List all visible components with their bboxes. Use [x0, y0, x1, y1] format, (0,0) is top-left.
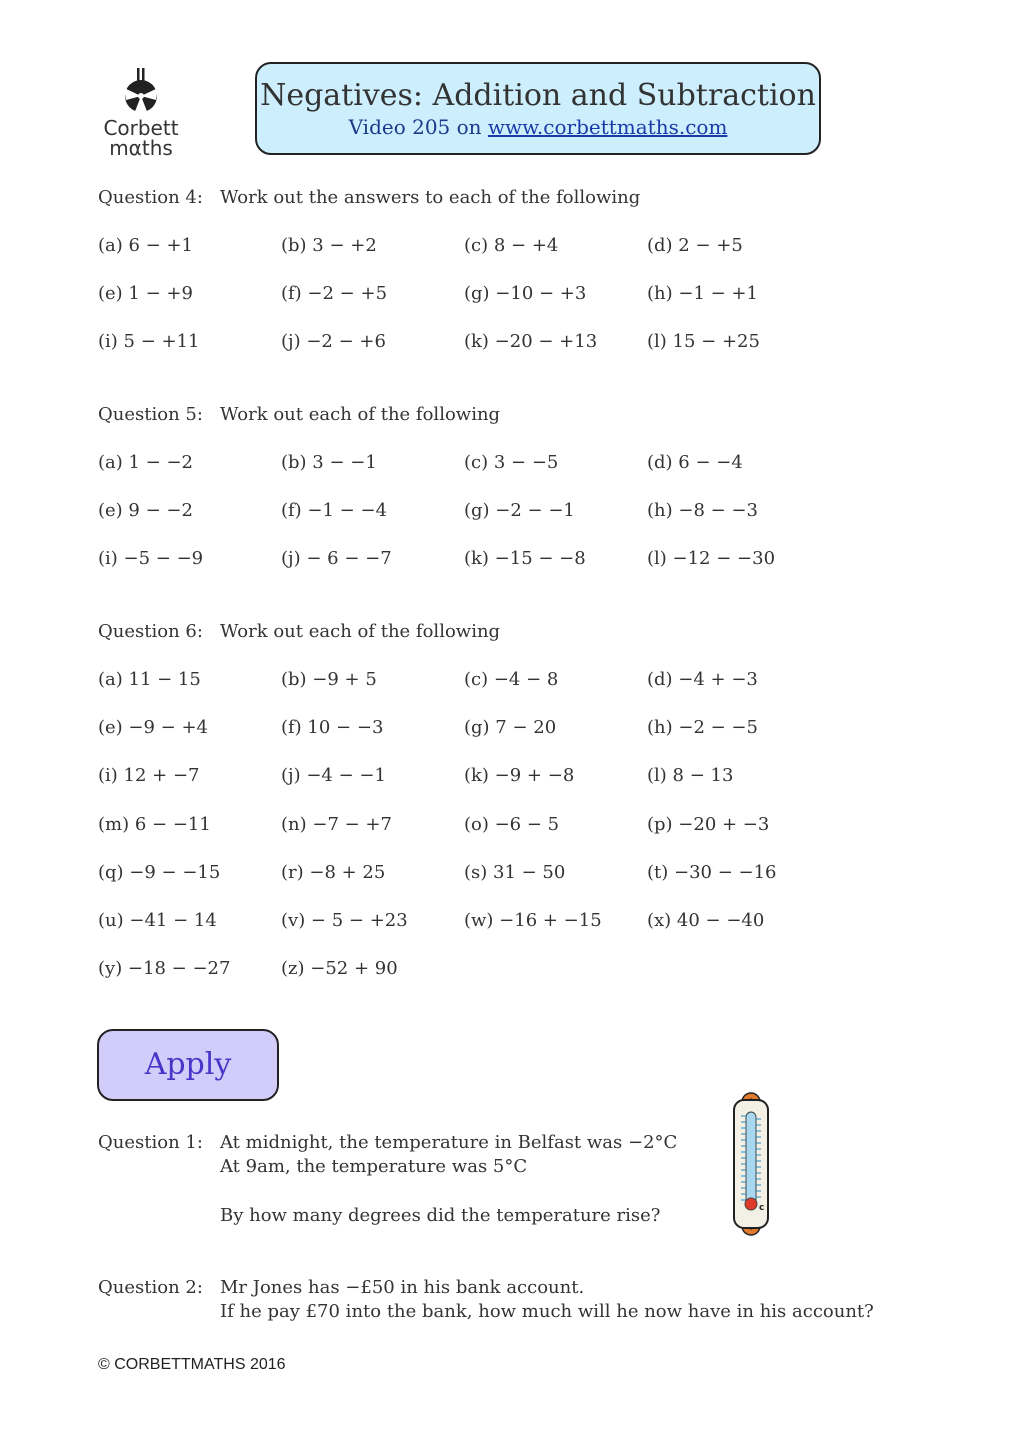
q6-item-v: (v) − 5 − +23: [281, 910, 408, 931]
q6-item-r: (r) −8 + 25: [281, 862, 386, 883]
q4-item-a: (a) 6 − +1: [98, 235, 194, 256]
question-4-header: [98, 187, 798, 211]
q4-item-f: (f) −2 − +5: [281, 283, 388, 304]
question-prompt: Work out each of the following: [220, 404, 501, 425]
q4-item-h: (h) −1 − +1: [647, 283, 758, 304]
q4-item-d: (d) 2 − +5: [647, 235, 743, 256]
q6-item-l: (l) 8 − 13: [647, 765, 734, 786]
q5-item-l: (l) −12 − −30: [647, 548, 776, 569]
q6-item-t: (t) −30 − −16: [647, 862, 777, 883]
q6-item-s: (s) 31 − 50: [464, 862, 566, 883]
q4-item-i: (i) 5 − +11: [98, 331, 200, 352]
thermometer-image: [726, 1090, 776, 1238]
apply-heading: Apply: [144, 1047, 232, 1082]
q6-item-d: (d) −4 + −3: [647, 669, 758, 690]
q4-item-g: (g) −10 − +3: [464, 283, 587, 304]
q5-item-f: (f) −1 − −4: [281, 500, 388, 521]
q6-item-f: (f) 10 − −3: [281, 717, 384, 738]
title-box: [255, 62, 821, 155]
q5-item-k: (k) −15 − −8: [464, 548, 586, 569]
q4-item-e: (e) 1 − +9: [98, 283, 193, 304]
q6-item-g: (g) 7 − 20: [464, 717, 557, 738]
q6-item-w: (w) −16 + −15: [464, 910, 602, 931]
subtitle: [257, 114, 819, 140]
apply-question-1-number: Question 1:: [98, 1132, 203, 1153]
q6-item-k: (k) −9 + −8: [464, 765, 575, 786]
q4-item-l: (l) 15 − +25: [647, 331, 760, 352]
q4-item-b: (b) 3 − +2: [281, 235, 377, 256]
logo-text-maths: mαths: [109, 136, 173, 160]
q5-item-e: (e) 9 − −2: [98, 500, 193, 521]
q5-item-i: (i) −5 − −9: [98, 548, 204, 569]
q6-item-p: (p) −20 + −3: [647, 814, 770, 835]
apply-question-1-line-3: By how many degrees did the temperature rise?: [220, 1205, 661, 1226]
q5-item-g: (g) −2 − −1: [464, 500, 575, 521]
logo-text-corbett: Corbett: [103, 116, 179, 140]
q6-item-q: (q) −9 − −15: [98, 862, 221, 883]
subtitle-prefix: Video 205 on: [348, 115, 488, 139]
page-title: Negatives: Addition and Subtraction: [260, 78, 816, 113]
apply-question-1-line-1: At midnight, the temperature in Belfast was −2°C: [220, 1132, 678, 1153]
thermometer-icon: [726, 1090, 776, 1238]
apply-section-box: [97, 1029, 279, 1101]
corbettmaths-logo: [96, 66, 186, 161]
q4-item-j: (j) −2 − +6: [281, 331, 386, 352]
q6-item-m: (m) 6 − −11: [98, 814, 211, 835]
q6-item-y: (y) −18 − −27: [98, 958, 231, 979]
q4-item-c: (c) 8 − +4: [464, 235, 559, 256]
question-number: Question 6:: [98, 621, 203, 642]
q6-item-h: (h) −2 − −5: [647, 717, 758, 738]
q6-item-u: (u) −41 − 14: [98, 910, 217, 931]
question-5-header: [98, 404, 798, 428]
apply-question-2-line-1: Mr Jones has −£50 in his bank account.: [220, 1277, 585, 1298]
question-prompt: Work out the answers to each of the following: [220, 187, 641, 208]
question-number: Question 5:: [98, 404, 203, 425]
q4-item-k: (k) −20 − +13: [464, 331, 598, 352]
q5-item-j: (j) − 6 − −7: [281, 548, 392, 569]
apply-question-2-number: Question 2:: [98, 1277, 203, 1298]
apply-question-2-line-2: If he pay £70 into the bank, how much will he now have in his account?: [220, 1301, 874, 1322]
q5-item-h: (h) −8 − −3: [647, 500, 758, 521]
q6-item-o: (o) −6 − 5: [464, 814, 560, 835]
q6-item-e: (e) −9 − +4: [98, 717, 209, 738]
q5-item-b: (b) 3 − −1: [281, 452, 377, 473]
q6-item-a: (a) 11 − 15: [98, 669, 201, 690]
q6-item-n: (n) −7 − +7: [281, 814, 392, 835]
q6-item-x: (x) 40 − −40: [647, 910, 765, 931]
question-6-header: [98, 621, 798, 645]
q5-item-a: (a) 1 − −2: [98, 452, 194, 473]
q6-item-z: (z) −52 + 90: [281, 958, 398, 979]
thermometer-unit: c: [759, 1203, 765, 1213]
q5-item-c: (c) 3 − −5: [464, 452, 559, 473]
q6-item-i: (i) 12 + −7: [98, 765, 200, 786]
q5-item-d: (d) 6 − −4: [647, 452, 743, 473]
question-number: Question 4:: [98, 187, 203, 208]
copyright-footer: © CORBETTMATHS 2016: [98, 1356, 286, 1373]
apply-question-1-line-2: At 9am, the temperature was 5°C: [220, 1156, 528, 1177]
q6-item-j: (j) −4 − −1: [281, 765, 386, 786]
question-prompt: Work out each of the following: [220, 621, 501, 642]
website-link[interactable]: www.corbettmaths.com: [487, 115, 728, 139]
q6-item-b: (b) −9 + 5: [281, 669, 377, 690]
q6-item-c: (c) −4 − 8: [464, 669, 559, 690]
logo-icon: [96, 66, 186, 116]
